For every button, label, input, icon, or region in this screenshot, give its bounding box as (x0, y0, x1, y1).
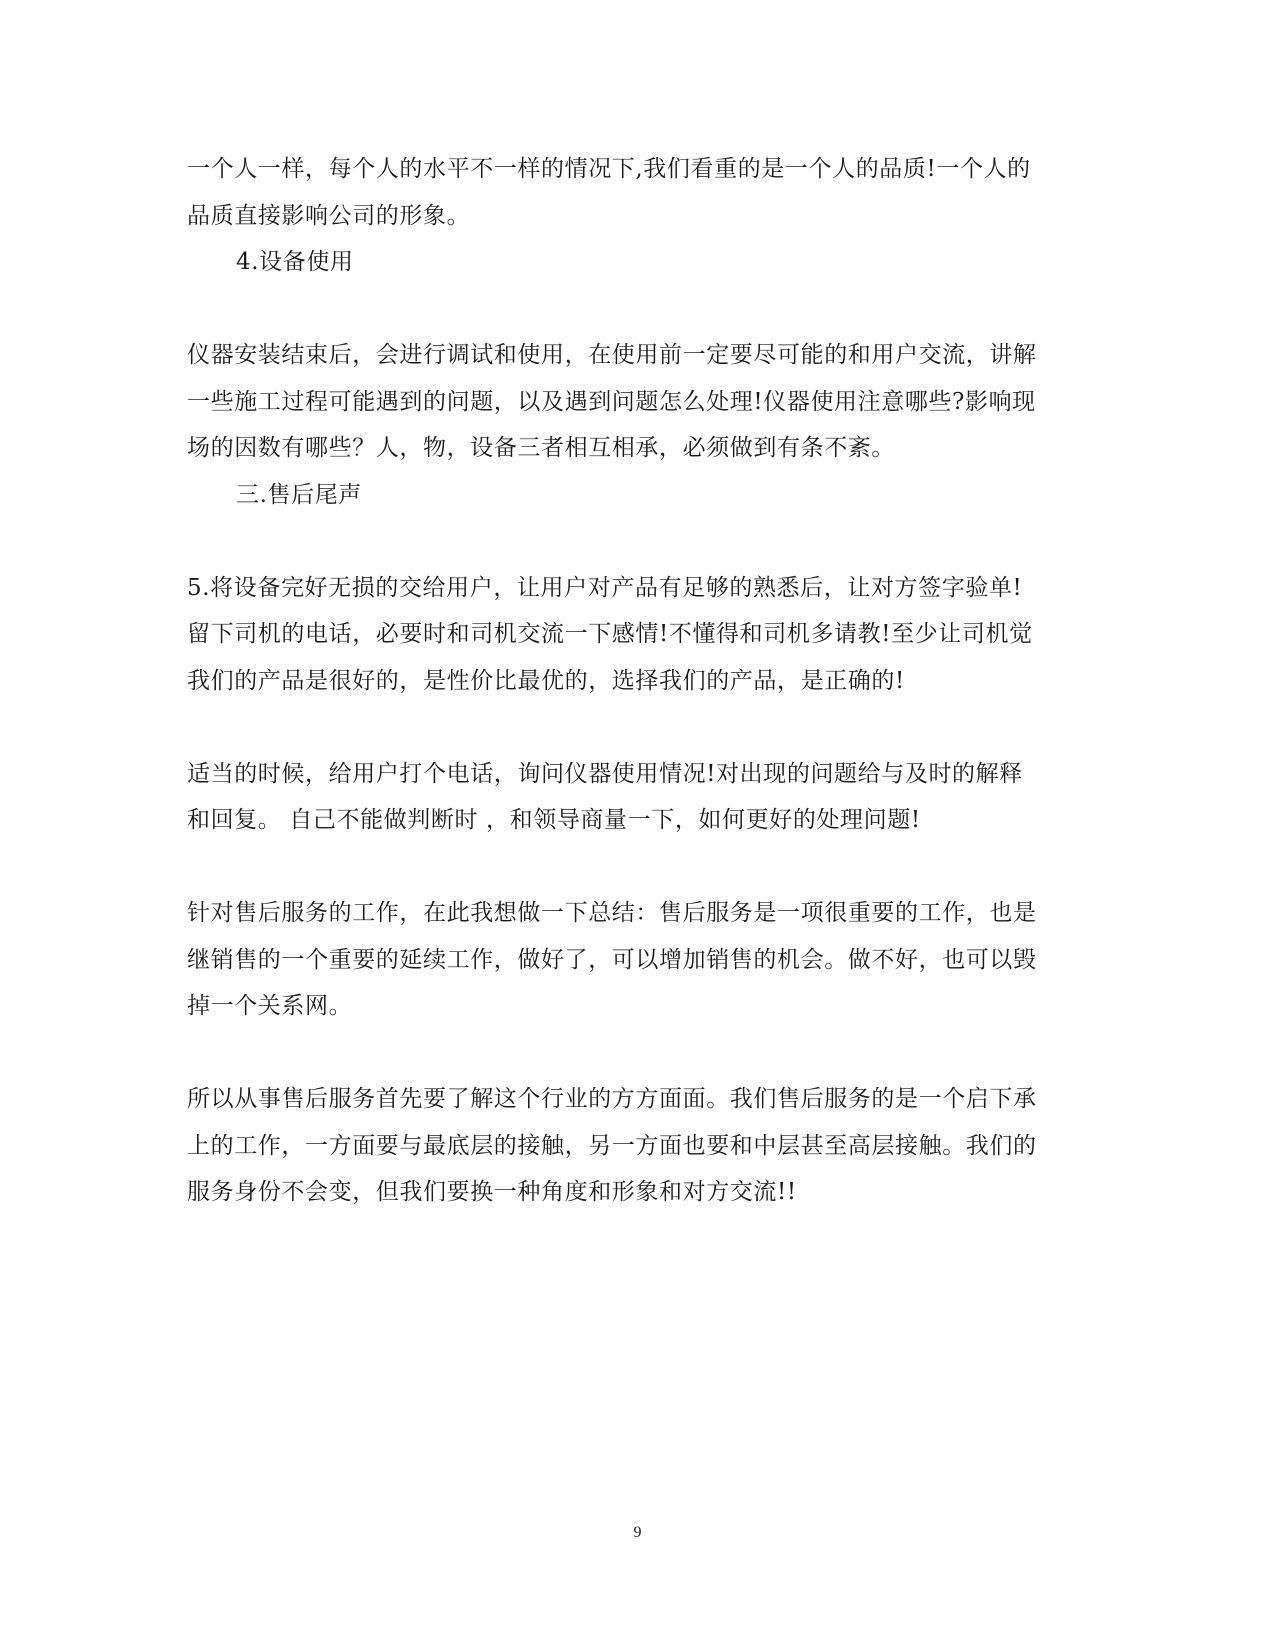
body-text-line: 上的工作，一方面要与最底层的接触，另一方面也要和中层甚至高层接触。我们的 (187, 1133, 1037, 1159)
page-number: 9 (633, 1524, 642, 1541)
body-text-line: 掉一个关系网。 (187, 993, 353, 1019)
body-text-line: 所以从事售后服务首先要了解这个行业的方方面面。我们售后服务的是一个启下承 (187, 1086, 1037, 1112)
body-text-line: 留下司机的电话，必要时和司机交流一下感情!不懂得和司机多请教!至少让司机觉 (187, 621, 1033, 647)
body-text-line: 我们的产品是很好的，是性价比最优的，选择我们的产品，是正确的! (187, 668, 905, 694)
body-text-line: 5.将设备完好无损的交给用户，让用户对产品有足够的熟悉后，让对方签字验单! (187, 575, 1023, 601)
body-text-line: 一个人一样，每个人的水平不一样的情况下,我们看重的是一个人的品质!一个人的 (187, 156, 1031, 182)
section-heading: 三.售后尾声 (236, 482, 362, 508)
body-text-line: 适当的时候，给用户打个电话，询问仪器使用情况!对出现的问题给与及时的解释 (187, 761, 1023, 787)
body-text-line: 品质直接影响公司的形象。 (187, 203, 471, 229)
section-heading: 4.设备使用 (236, 249, 354, 275)
body-text-line: 场的因数有哪些？人，物，设备三者相互相承，必须做到有条不紊。 (187, 435, 895, 461)
body-text-line: 和回复。 自己不能做判断时 ，和领导商量一下，如何更好的处理问题! (187, 807, 921, 833)
body-text-line: 继销售的一个重要的延续工作，做好了，可以增加销售的机会。做不好，也可以毁 (187, 947, 1037, 973)
body-text-line: 仪器安装结束后，会进行调试和使用，在使用前一定要尽可能的和用户交流，讲解 (187, 342, 1037, 368)
body-text-line: 针对售后服务的工作，在此我想做一下总结：售后服务是一项很重要的工作，也是 (187, 900, 1037, 926)
body-text-line: 一些施工过程可能遇到的问题，以及遇到问题怎么处理!仪器使用注意哪些?影响现 (187, 389, 1036, 415)
body-text-line: 服务身份不会变，但我们要换一种角度和形象和对方交流!! (187, 1179, 797, 1205)
